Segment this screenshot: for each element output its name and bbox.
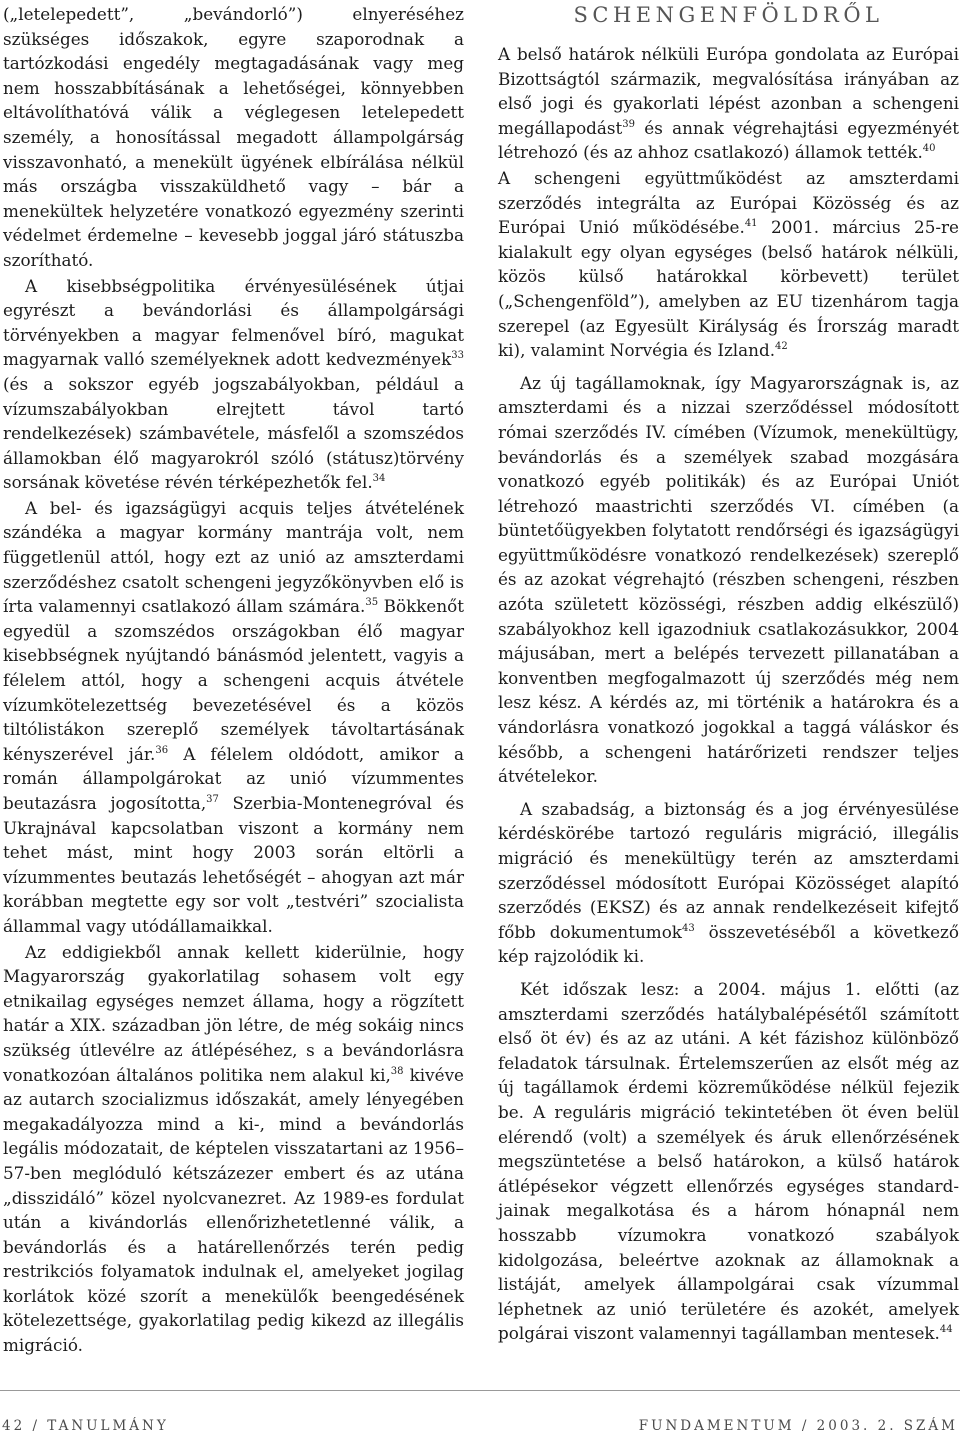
footnote-ref-41[interactable]: 41 [744,218,758,230]
footnote-ref-38[interactable]: 38 [390,1065,404,1077]
footer-page-label: 42 / TANULMÁNY [2,1418,169,1434]
footnote-ref-36[interactable]: 36 [155,744,169,756]
left-column [3,2,464,1358]
right-paragraph-3: Az új tagállamoknak, így Magyarországnak is, az amszterdami és a nizzai szerződéssel módosított római szerződés IV. címében (Vízumok, menekültügy, bevándorlás és a személyek szabad mozgására vonatkozó egyéb politikák) és az Európai Uniót létrehozó maastrichti szerződés VI. címében (a büntetőügyekben folytatott rendőrségi és igazságügyi együttműködésre vonatkozó rendelkezések) szereplő és az azokat végrehajtó (részben schengeni, részben azóta született közösségi, részben addig elkészülő) szabályokhoz kell igazodniuk csatlakozásukkor, 2004 májusában, mert a belépés tervezett pillanatában a konventben megfogalmazott új szerződés még nem lesz kész. A kérdés az, mi történik a határokra és a vándorlásra vonatkozó jogokkal a taggá váláskor és később, a schengeni határőrizeti rendszer teljes átvételekor. [498,372,959,787]
section-heading: SCHENGENFÖLDRŐL [573,3,884,27]
footnote-ref-43[interactable]: 43 [681,922,695,934]
left-paragraph-1: („letelepedett”, „bevándorló”) elnyeréséhez szükséges időszakok, egyre szaporodnak a tartózkodási engedély megtagadásának vagy meg nem hosszabbításának a lehetőségei, könnyebben eltávolíthatóvá válik a véglegesen letelepedett személy, a honosítással megadott állampolgárság visszavonható, a menekült ügyének elbírálása nélkül más országba visszaküldhető vagy – bár a menekültek helyzetére vonatkozó egyezmény szerinti védelmet érdemelne – kevesebb joggal járó státuszba szorítható. [3,4,464,270]
footnote-ref-40[interactable]: 40 [922,143,936,155]
footnote-ref-42[interactable]: 42 [775,341,788,353]
footnote-ref-35[interactable]: 35 [365,597,379,609]
footnote-ref-37[interactable]: 37 [206,794,219,805]
footnote-ref-39[interactable]: 39 [622,118,636,130]
right-paragraph-4: A szabadság, a biztonság és a jog érvényesülése kérdéskörébe tartozó reguláris migráció, illegális migráció és menekültügy terén az amszterdami szerződéssel módosított Európai Közösséget alapító szerződés (EKSZ) és az annak rendelkezéseit kifejtő főbb dokumentumok$^{43}$ összevetéséből a következő kép rajzolódik ki. [498,798,959,967]
footnote-ref-34[interactable]: 34 [372,473,386,485]
footnote-ref-33[interactable]: 33 [451,350,464,362]
right-paragraph-1: A belső határok nélküli Európa gondolata az Európai Bizottságtól származik, megvalósítása irányában az első jogi és gyakorlati lépést azonban a schengeni megállapodást$^{39}$ és annak végrehajtási egyezményét létrehozó (és az ahhoz csatlakozó) államok tették.$^{40}$ [498,44,959,163]
footer-divider [0,1390,960,1391]
left-paragraph-2: A kisebbségpolitika érvényesülésének útjai egyrészt a bevándorlási és állampolgársági törvényekben a magyar felmenővel bíró, magukat magyarnak valló személyeknek adott kedvezmények$^{33}$ (és a sokszor egyéb jogszabályokban, például a vízumszabályokban elrejtett távol tartó rendelkezések) számbavétele, másfelől a szomszédos államokban élő magyarokról szóló (státusz)törvény sorsának követése révén térképezhetők fel.$^{34}$ [3,275,464,493]
right-column [498,2,959,1346]
left-paragraph-3: A bel- és igazságügyi acquis teljes átvételének szándéka a magyar kormány mantrája volt, nem függetlenül attól, hogy ezt az unió az amszterdami szerződéshez csatolt schengeni jegyzőkönyvben elő is írta valamennyi csatlakozó állam számára.$^{35}$ Bökkenőt egyedül a szomszédos országokban élő magyar kisebbségnek nyújtandó bánásmód jelentett, vagyis a félelem attól, hogy a schengeni acquis átvétele vízumkötelezettség bevezetésével és a közös tiltólistákon szereplő személyek távoltartásának kényszerével jár.$^{36}$ A félelem oldódott, amikor a román állampolgárokat az unió vízummentes beutazásra jogosította,$^{37}$ Szerbia-Montenegróval és Ukrajnával kapcsolatban viszont a kormány nem tehet mást, mint hogy 2003 során eltörli a vízummentes beutazás lehetőségét – ahogyan azt már korábban megtette egy sor volt „testvéri” szocialista állammal vagy utódállamaikkal. [3,497,464,936]
left-paragraph-4: Az eddigiekből annak kellett kiderülnie, hogy Magyarország gyakorlatilag sohasem volt egy etnikailag egységes nemzet állama, hogy a rögzített határ a XIX. században jön létre, de még sokáig nincs szükség útlevélre az átlépéséhez, s a bevándorlásra vonatkozóan általános politika nem alakul ki,$^{38}$ kivéve az autarch szocializmus időszakát, amely lényegében megakadályozza mind a ki-, mind a bevándorlás legális módozatait, de képtelen visszatartani az 1956–57-ben meglóduló kétszázezer embert és az utána „disszidáló” közel nyolcvanezret. Az 1989-es fordulat után a kivándorlás ellenőrizhetetlenné válik, a bevándorlás és a határellenőrzés terén pedig restrikciós folyamatok indulnak el, amelyeket jogilag korlátok közé szorít a menekülők beengedésének kötelezettsége, gyakorlatilag pedig kikezd az illegális migráció. [3,941,464,1356]
footer-journal-label: FUNDAMENTUM / 2003. 2. SZÁM [638,1418,958,1434]
footnote-ref-44[interactable]: 44 [939,1324,953,1336]
right-paragraph-5: Két időszak lesz: a 2004. május 1. előtti (az amszterdami szerződés hatálybalépésétől számított első öt év) és az az utáni. A két fázishoz különböző feladatok társulnak. Értelemszerűen az elsőt még az új tagállamok érdemi közreműködése nélkül fejezik be. A reguláris migráció tekintetében öt éven belül elérendő (volt) a személyek és áruk ellenőrzésének megszüntetése a belső határokon, a külső határok átlépésekor végzett ellenőrzés egységes standard-jainak megalkotása és a három hónapnál nem hosszabb vízumokra vonatkozó szabályok kidolgozása, beleértve azoknak az államoknak a listáját, amelyek állampolgárai csak vízummal léphetnek az unió területére és azokét, amelyek polgárai viszont valamennyi tagállamban mentesek.$^{44}$ [498,978,959,1344]
right-paragraph-2: A schengeni együttműködést az amszterdami szerződés integrálta az Európai Közösség és az Európai Unió működésébe.$^{41}$ 2001. március 25-re kialakult egy olyan egységes (belső határok nélküli, közös külső határokkal körbevett) terület („Schengenföld”), amelyben az EU tizenhárom tagja szerepel (az Egyesült Királyság és Írország maradt ki), valamint Norvégia és Izland.$^{42}$ [498,167,959,361]
